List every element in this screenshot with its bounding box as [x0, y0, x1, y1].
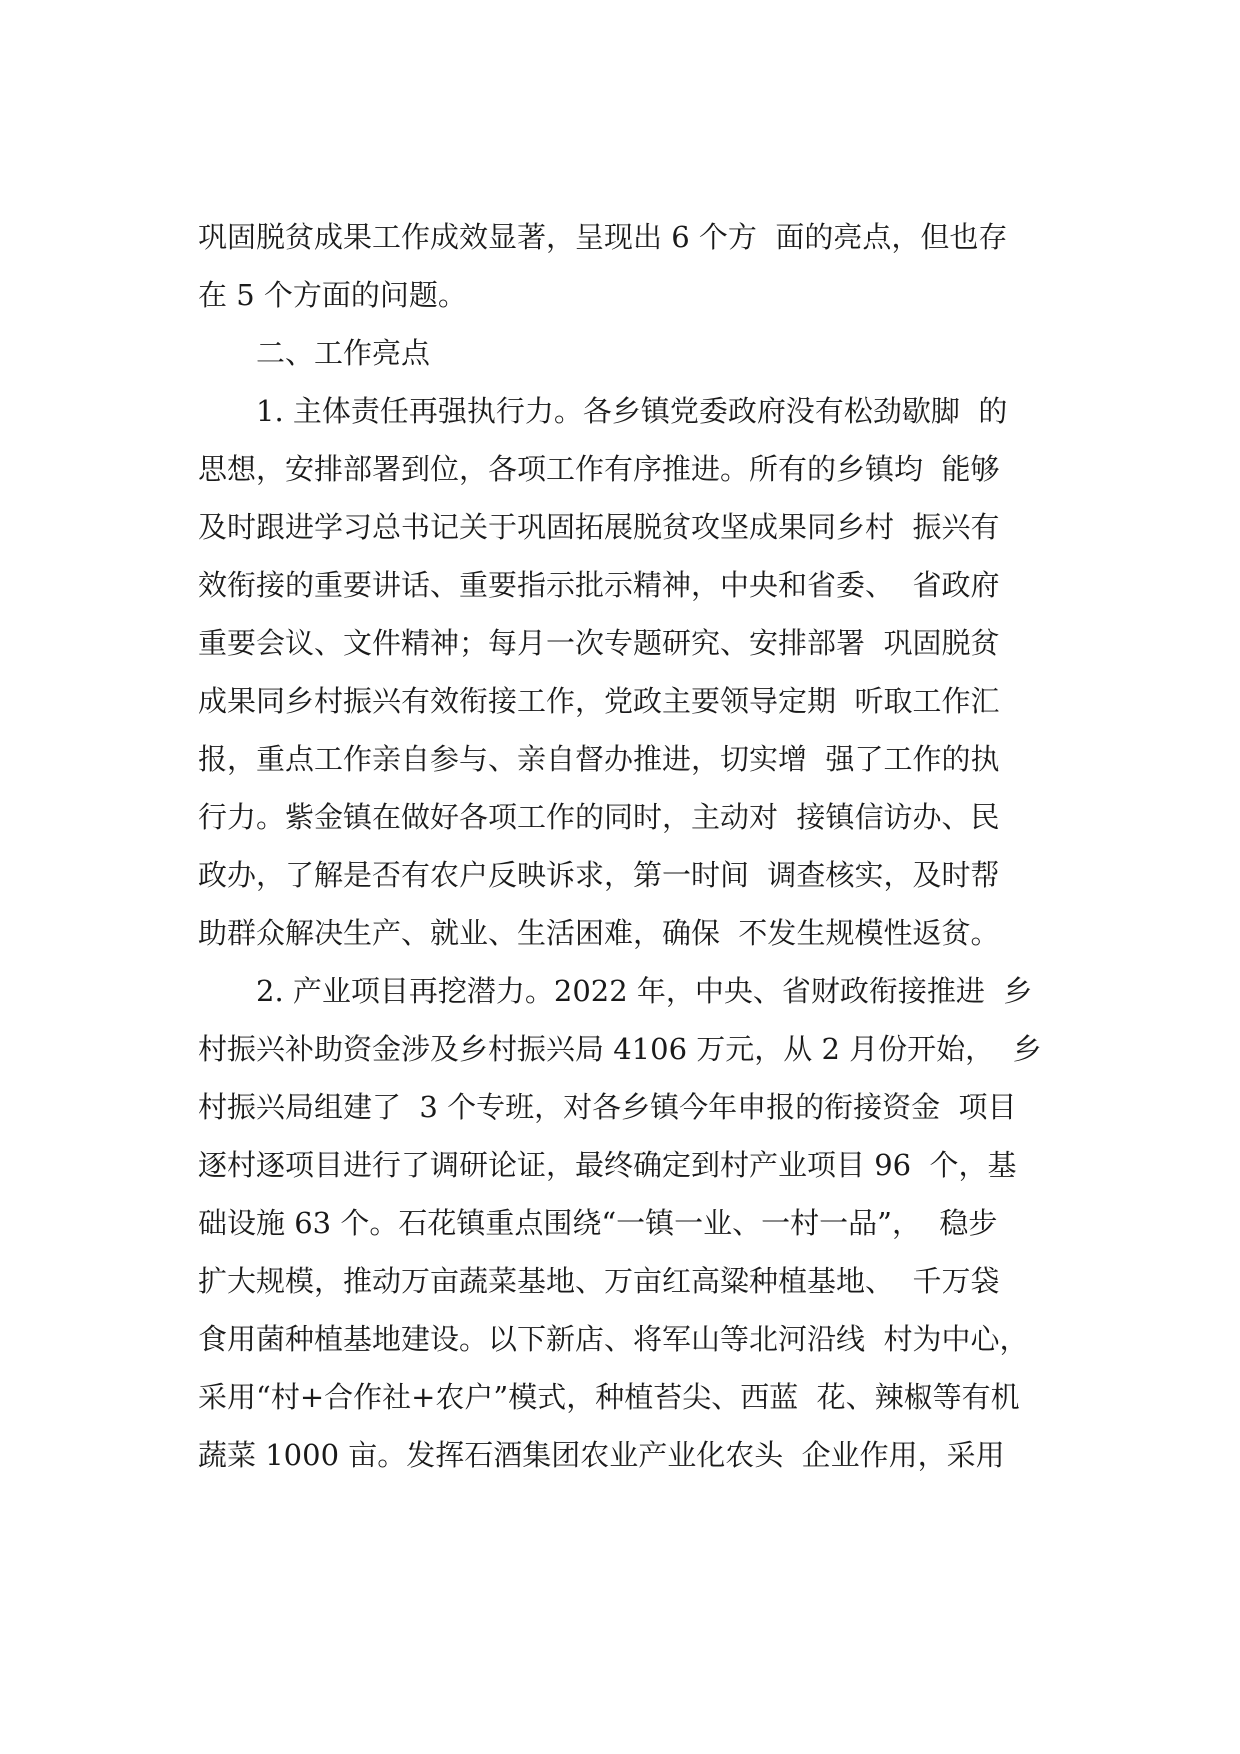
text-line: 村振兴局组建了 3 个专班，对各乡镇今年申报的衔接资金 项目 — [198, 1090, 1017, 1124]
text-line: 逐村逐项目进行了调研论证，最终确定到村产业项目 96 个，基 — [198, 1148, 1017, 1182]
paragraph-start: 1. 主体责任再强执行力。各乡镇党委政府没有松劲歇脚 的 — [256, 394, 1008, 428]
text-line: 效衔接的重要讲话、重要指示批示精神，中央和省委、 省政府 — [198, 568, 1000, 602]
text-line: 村振兴补助资金涉及乡村振兴局 4106 万元，从 2 月份开始， 乡 — [198, 1032, 1042, 1066]
text-line: 食用菌种植基地建设。以下新店、将军山等北河沿线 村为中心， — [198, 1322, 1029, 1356]
text-line: 础设施 63 个。石花镇重点围绕“一镇一业、一村一品”， 稳步 — [198, 1206, 998, 1240]
paragraph-start: 2. 产业项目再挖潜力。2022 年，中央、省财政衔接推进 乡 — [256, 974, 1033, 1008]
text-line: 政办，了解是否有农户反映诉求，第一时间 调查核实，及时帮 — [198, 858, 1000, 892]
text-line: 报，重点工作亲自参与、亲自督办推进，切实增 强了工作的执 — [198, 742, 1000, 776]
text-line: 在 5 个方面的问题。 — [198, 278, 467, 312]
section-heading: 二、工作亮点 — [256, 336, 431, 370]
text-line: 重要会议、文件精神；每月一次专题研究、安排部署 巩固脱贫 — [198, 626, 1000, 660]
text-line: 行力。紫金镇在做好各项工作的同时，主动对 接镇信访办、民 — [198, 800, 1000, 834]
text-line: 助群众解决生产、就业、生活困难，确保 不发生规模性返贫。 — [198, 916, 1000, 950]
text-line: 思想，安排部署到位，各项工作有序推进。所有的乡镇均 能够 — [198, 452, 1000, 486]
text-line: 成果同乡村振兴有效衔接工作，党政主要领导定期 听取工作汇 — [198, 684, 1000, 718]
text-line: 蔬菜 1000 亩。发挥石酒集团农业产业化农头 企业作用，采用 — [198, 1438, 1005, 1472]
text-line: 采用“村+合作社+农户”模式，种植苔尖、西蓝 花、辣椒等有机 — [198, 1380, 1020, 1414]
text-line: 巩固脱贫成果工作成效显著，呈现出 6 个方 面的亮点，但也存 — [198, 220, 1008, 254]
body-text — [198, 208, 1078, 1484]
text-line: 扩大规模，推动万亩蔬菜基地、万亩红高粱种植基地、 千万袋 — [198, 1264, 1000, 1298]
text-line: 及时跟进学习总书记关于巩固拓展脱贫攻坚成果同乡村 振兴有 — [198, 510, 1000, 544]
